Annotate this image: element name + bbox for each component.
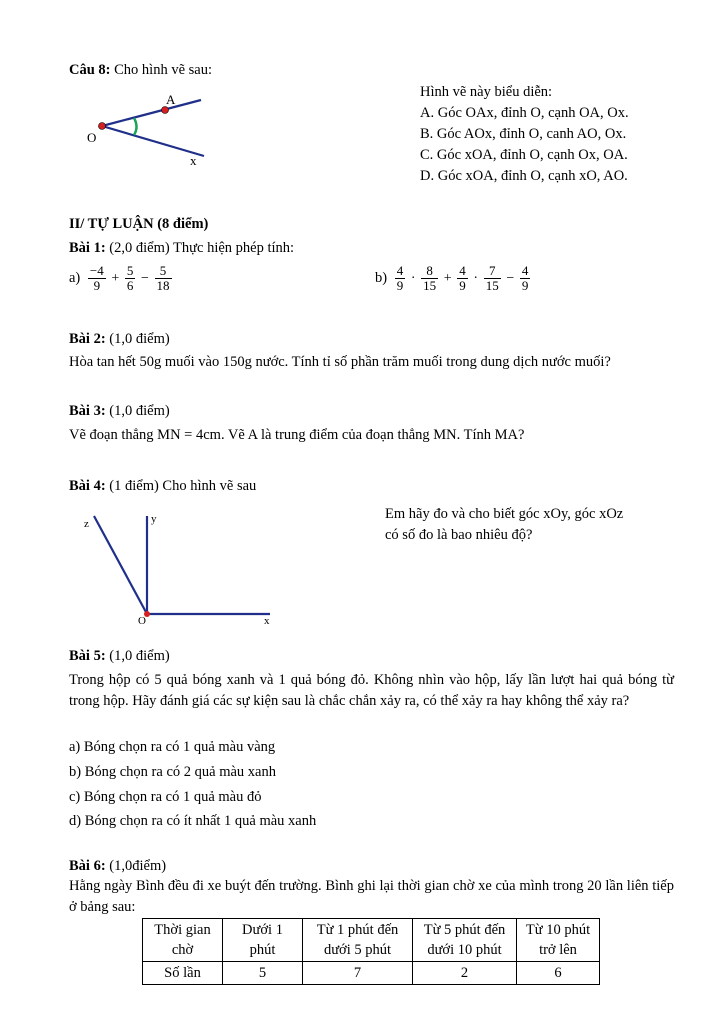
table-cell: 7: [303, 962, 413, 985]
table-cell: 2: [413, 962, 517, 985]
bai5-item-d: d) Bóng chọn ra có ít nhất 1 quả màu xanh: [69, 813, 317, 829]
bai1-heading: Bài 1: (2,0 điểm) Thực hiện phép tính:: [69, 240, 295, 256]
table-row: [143, 962, 600, 985]
fraction: $\frac{4}{9}$: [459, 263, 466, 293]
angle-arc: [134, 118, 137, 135]
bai5-heading: Bài 5: (1,0 điểm): [69, 648, 170, 664]
q8-option-c: C. Góc xOA, đỉnh O, cạnh Ox, OA.: [420, 147, 628, 163]
bai4-heading: Bài 4: (1 điểm) Cho hình vẽ sau: [69, 478, 257, 494]
bai4-question-line2: có số đo là bao nhiêu độ?: [385, 527, 533, 543]
fraction: $\frac{8}{15}$: [423, 263, 437, 293]
fraction: $\frac{4}{9}$: [521, 263, 529, 293]
q8-describes: Hình vẽ này biểu diễn:: [420, 84, 553, 100]
label-x: x: [190, 153, 197, 168]
label-a: A: [166, 92, 176, 107]
bai2-text: Hòa tan hết 50g muối vào 150g nước. Tính tỉ số phần trăm muối trong dung dịch nước muối?: [69, 354, 611, 370]
table-header-cell: Dưới 1 phút: [223, 919, 303, 962]
ray-ox: [102, 126, 204, 156]
label-o: O: [87, 130, 97, 145]
fraction: $\frac{7}{15}$: [485, 263, 499, 293]
bai5-text: Trong hộp có 5 quả bóng xanh và 1 quả bóng đỏ. Không nhìn vào hộp, lấy lần lượt hai quả bóng từ trong hộp. Hãy đánh giá các sự kiện sau là chắc chắn xảy ra, có thể xảy ra hay không thể xảy ra?: [69, 672, 674, 709]
table-header-cell: Thời gian chờ: [143, 919, 223, 962]
bai4-question-line1: Em hãy đo và cho biết góc xOy, góc xOz: [385, 506, 624, 522]
bai5-item-a: a) Bóng chọn ra có 1 quả màu vàng: [69, 739, 276, 755]
q8-option-d: D. Góc xOA, đỉnh O, cạnh xO, AO.: [420, 168, 628, 184]
point-a: [162, 107, 169, 114]
table-row-label: Số lần: [143, 962, 223, 985]
bai5-item-c: c) Bóng chọn ra có 1 quả màu đỏ: [69, 789, 262, 805]
q8-option-b: B. Góc AOx, đỉnh O, canh AO, Ox.: [420, 126, 627, 142]
table-cell: 5: [223, 962, 303, 985]
bai1-expression-a: a) $\frac{-4}{9}$ + $\frac{5}{6}$ − $\frac{5}{18}$: [69, 263, 170, 293]
bai3-heading: Bài 3: (1,0 điểm): [69, 403, 170, 419]
bai1-expression-b: b) $\frac{4}{9}$ · $\frac{8}{15}$ + $\frac{4}{9}$ · $\frac{7}{15}$ − $\frac{4}{9}$: [375, 263, 529, 293]
label-z: z: [84, 518, 89, 530]
bai6-text: Hằng ngày Bình đều đi xe buýt đến trường. Bình ghi lại thời gian chờ xe của mình trong 20 lần liên tiếp ở bảng sau:: [69, 878, 674, 915]
ray-oa: [102, 100, 201, 126]
fraction: $\frac{5}{18}$: [156, 263, 170, 293]
section-title: II/ TỰ LUẬN (8 điểm): [69, 216, 209, 232]
point-o: [99, 123, 106, 130]
table-cell: 6: [517, 962, 600, 985]
bai5-item-b: b) Bóng chọn ra có 2 quả màu xanh: [69, 764, 276, 780]
label-y: y: [151, 513, 157, 525]
bai3-text: Vẽ đoạn thẳng MN = 4cm. Vẽ A là trung điểm của đoạn thẳng MN. Tính MA?: [69, 427, 525, 443]
bai2-heading: Bài 2: (1,0 điểm): [69, 331, 170, 347]
fraction: $\frac{5}{6}$: [126, 263, 134, 293]
table-header-cell: Từ 1 phút đến dưới 5 phút: [303, 919, 413, 962]
waiting-time-table: [142, 918, 600, 985]
fraction: $\frac{-4}{9}$: [89, 263, 104, 293]
ray-oz: [94, 516, 147, 614]
q8-angle-figure: [80, 88, 210, 170]
table-header-cell: Từ 5 phút đến dưới 10 phút: [413, 919, 517, 962]
fraction: $\frac{4}{9}$: [396, 263, 404, 293]
q8-heading: Câu 8: Cho hình vẽ sau:: [69, 62, 212, 78]
label-o: O: [138, 615, 146, 627]
table-header-cell: Từ 10 phút trở lên: [517, 919, 600, 962]
bai6-heading: Bài 6: (1,0điểm): [69, 858, 167, 874]
label-x: x: [264, 615, 270, 627]
bai4-angle-figure: [80, 508, 280, 630]
q8-option-a: A. Góc OAx, đỉnh O, cạnh OA, Ox.: [420, 105, 629, 121]
table-header-row: [143, 919, 600, 962]
